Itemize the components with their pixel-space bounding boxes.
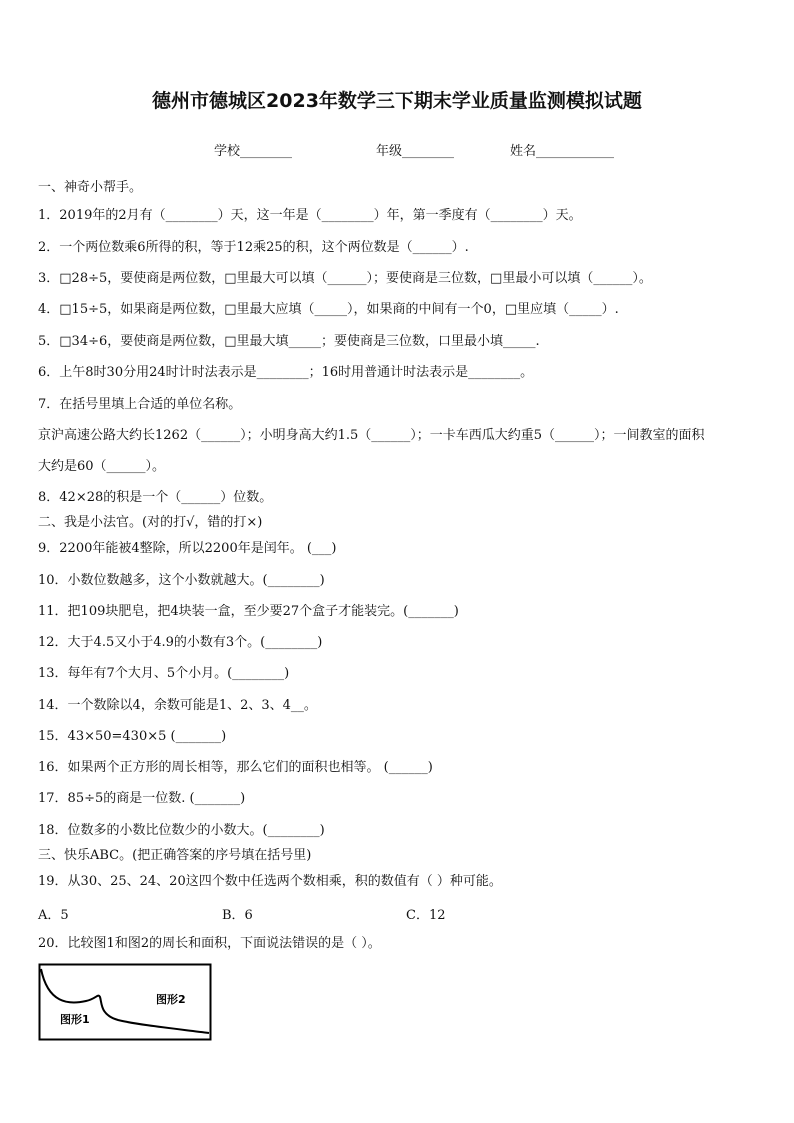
question-18: 18．位数多的小数比位数少的小数大。(________) [38,823,325,838]
question-15: 15．43×50=430×5 (_______) [38,729,227,744]
question-13: 13．每年有7个大月、5个小月。(________) [38,666,290,681]
question-7: 7．在括号里填上合适的单位名称。 [38,397,242,412]
question-6: 6．上午8时30分用24时计时法表示是________；16时用普通计时法表示是________。 [38,365,534,380]
section-heading-3: 三、快乐ABC。(把正确答案的序号填在括号里) [38,848,312,863]
shape-figure [38,963,212,1041]
question-7-line-2: 大约是60（______）。 [38,459,166,474]
question-1: 1．2019年的2月有（________）天，这一年是（________）年，第一季度有（________）天。 [38,208,582,223]
option-b: B．6 [222,908,253,923]
figure-2-label: 图形2 [156,993,186,1006]
question-3: 3．□28÷5，要使商是两位数，□里最大可以填（______）；要使商是三位数，□里最小可以填（______）。 [38,271,652,286]
option-c: C．12 [406,908,446,923]
question-10: 10．小数位数越多，这个小数就越大。(________) [38,573,325,588]
question-7-line-1: 京沪高速公路大约长1262（______）；小明身高大约1.5（______）；一卡车西瓜大约重5（______）；一间教室的面积 [38,428,705,443]
question-5: 5．□34÷6，要使商是两位数，□里最大填_____；要使商是三位数，口里最小填_____. [38,334,540,349]
option-a: A．5 [38,908,69,923]
figure-1-label: 图形1 [60,1013,90,1026]
question-8: 8．42×28的积是一个（______）位数。 [38,490,273,505]
name-field: 姓名____________ [510,144,615,159]
page-title: 德州市德城区2023年数学三下期末学业质量监测模拟试题 [152,90,642,112]
question-12: 12．大于4.5又小于4.9的小数有3个。(________) [38,635,323,650]
grade-field: 年级________ [376,144,455,159]
section-heading-2: 二、我是小法官。(对的打√，错的打×) [38,515,263,530]
question-4: 4．□15÷5，如果商是两位数，□里最大应填（_____），如果商的中间有一个0，□里应填（_____）. [38,302,619,317]
question-20: 20．比较图1和图2的周长和面积，下面说法错误的是（ ）。 [38,936,381,951]
question-14: 14．一个数除以4，余数可能是1、2、3、4__。 [38,698,317,713]
question-16: 16．如果两个正方形的周长相等，那么它们的面积也相等。 (______) [38,760,433,775]
question-9: 9．2200年能被4整除，所以2200年是闰年。 (___) [38,541,337,556]
question-17: 17．85÷5的商是一位数. (_______) [38,791,246,806]
question-19: 19．从30、25、24、20这四个数中任选两个数相乘，积的数值有（ ）种可能。 [38,874,502,889]
section-heading-1: 一、神奇小帮手。 [38,180,143,195]
question-2: 2．一个两位数乘6所得的积，等于12乘25的积，这个两位数是（______）. [38,240,469,255]
school-field: 学校________ [214,144,293,159]
question-11: 11．把109块肥皂，把4块装一盒，至少要27个盒子才能装完。(_______) [38,604,459,619]
